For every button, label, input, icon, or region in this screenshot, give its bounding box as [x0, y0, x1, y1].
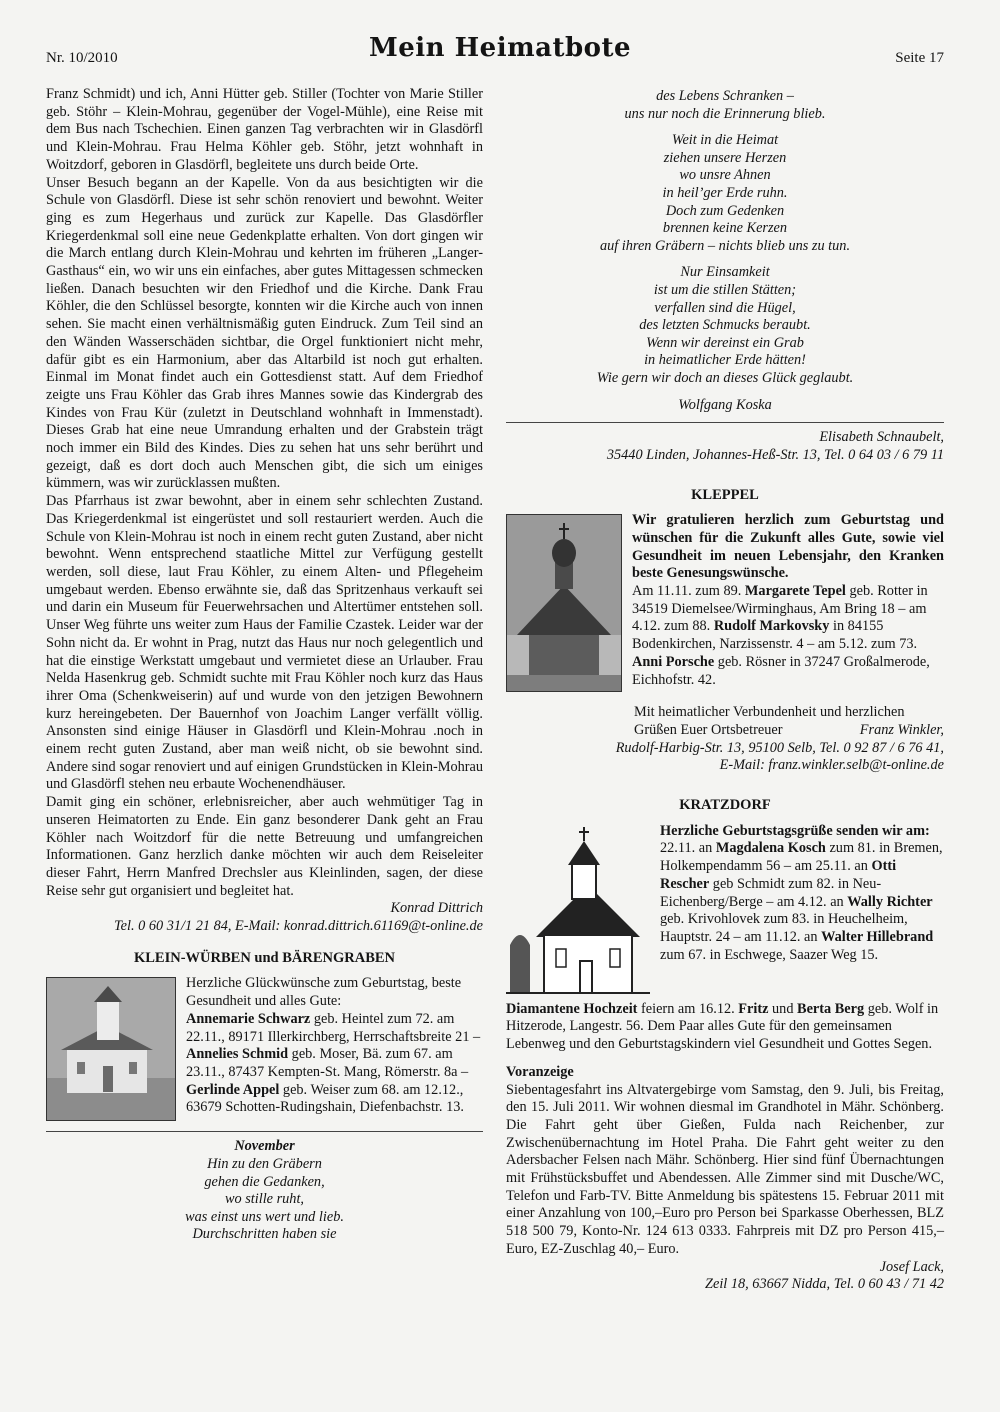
birthday-details: zum 67. in Eschwege, Saazer Weg 15. — [660, 946, 879, 963]
divider — [506, 422, 944, 423]
poem-line: uns nur noch die Erinnerung blieb. — [624, 105, 826, 122]
poem-line: verfallen sind die Hügel, — [654, 299, 796, 316]
anniversary-name: Berta Berg — [797, 1000, 865, 1017]
page-number: Seite 17 — [895, 50, 944, 66]
kleppel-email: E-Mail: franz.winkler.selb@t-online.de — [719, 757, 944, 774]
author-signature: Konrad Dittrich — [390, 900, 483, 917]
church-drawing-icon — [506, 825, 650, 997]
poem-line: Durchschritten haben sie — [192, 1226, 337, 1243]
poem-line: Hin zu den Gräbern — [207, 1156, 322, 1173]
birthday-details: geb. Weiser zum 68. am 12.12., 63679 Schotten-Rudingshain, Diefenbachstr. 13. — [186, 1081, 464, 1116]
anniversary-name: Fritz — [738, 1000, 769, 1017]
kleppel-address: Rudolf-Harbig-Str. 13, 95100 Selb, Tel. 0 92 87 / 6 76 41, — [615, 739, 944, 756]
church-drawing — [506, 825, 650, 997]
contributor-name: Elisabeth Schnaubelt, — [819, 429, 944, 446]
poem-line: wo unsre Ahnen — [679, 167, 771, 184]
kleppel-headline: Wir gratulieren herzlich zum Geburtstag und wünschen für die Zukunft alles Gute, sowie viel Gesundheit im neuen Lebensjahr, den Kranken beste Genesungswünsche. — [632, 512, 944, 582]
announcement-address: Zeil 18, 63667 Nidda, Tel. 0 60 43 / 71 42 — [705, 1276, 944, 1293]
divider — [46, 1131, 483, 1132]
birthday-name: Anni Porsche — [632, 653, 715, 670]
author-contact: Tel. 0 60 31/1 21 84, E-Mail: konrad.dittrich.61169@t-online.de — [114, 918, 483, 935]
birthday-name: Annelies Schmid — [186, 1046, 289, 1063]
contributor-address: 35440 Linden, Johannes-Heß-Str. 13, Tel. 0 64 03 / 6 79 11 — [606, 446, 944, 463]
birthday-details: geb. Heintel zum 72. am 22.11., 89171 Illerkirchberg, Herrschaftsbreite 21 – — [186, 1010, 481, 1045]
entry-prefix: 22.11. an — [660, 840, 716, 857]
birthday-name: Walter Hillebrand — [821, 928, 934, 945]
article-paragraph: Damit ging ein schöner, erlebnisreicher, aber auch wehmütiger Tag in unseren Heimatorten zu Ende. Ein ganz besonderer Dank geht an Frau Köhler nach Woitzdorf für die nette Betreuung und umfangreichen Informationen. Ganz herzlich danke möchten wir auch dem Reiseleiter dieser Fahrt, Herrn Manfred Drechsler aus Kleinlinden, sagen, der diese Reise sehr gut organisiert und begleitet hat. — [46, 794, 483, 899]
section-title-kratzdorf: KRATZDORF — [679, 797, 771, 814]
poem-line: brennen keine Kerzen — [662, 220, 788, 237]
poem-author: Wolfgang Koska — [678, 396, 772, 413]
closing-name: Franz Winkler, — [859, 721, 944, 738]
birthday-details: geb. Moser, Bä. zum 67. am 23.11., 87437 Kempten-St. Mang, Römerstr. 8a – — [186, 1046, 469, 1080]
poem-line: was einst uns wert und lieb. — [185, 1208, 344, 1225]
article-paragraph: Unser Besuch begann an der Kapelle. Von da aus besichtigten wir die Schule von Glasdörfl. Diese ist sehr schön renoviert und bewohnt. Weiter ging es zum Hegerhaus und zurück zur Kapelle. Das Glasdörfler Kriegerdenkmal soll eine neue Gedenkplatte erhalten. Von dort gingen wir die March entlang durch Klein-Mohrau und kehrten im früheren „Langer-Gasthaus“ ein, wo wir uns ein einfaches, aber gutes Mittagessen schmecken ließen. Danach besuchten wir den Friedhof und die Kirche. Dank Frau Köhler, die den Schlüssel besorgte, konnten wir die Kirche auch von innen sehen. Sie macht einen verhältnismäßig guten Eindruck. Zum Teil sind an den Wänden Wasserschäden sichtbar, die Orgel funktioniert nicht mehr, dafür gibt es ein Harmonium, aber das Altarbild ist noch gut erhalten. Einmal im Monat findet auch ein Gottesdienst statt. Auf dem Friedhof zeigte uns Frau Köhler das Grab ihres Mannes sowie das Kindergrab des Kindes von Frau Kür (zuletzt in Deutschland wohnhaft in Immenstadt). Dieses Grab hat eine neue Umrandung erhalten und der Grabstein trägt noch immer ein Bild des Kindes. Dies zu sehen hat uns sehr berührt und gezeigt, daß es dort doch auch Menschen gibt, die sich um einiges kümmern, was wir zurücklassen mußten. — [46, 174, 483, 492]
poem-line: wo stille ruht, — [224, 1191, 305, 1208]
poem-line: auf ihren Gräbern – nichts blieb uns zu tun. — [599, 237, 851, 254]
birthday-details: geb. Rösner in 37247 Großalmerode, Eichhofstr. 42. — [632, 653, 930, 688]
closing-text: Mit heimatlicher Verbundenheit und herzlichen Grüßen Euer Ortsbetreuer — [634, 704, 905, 738]
poem-continuation — [506, 88, 944, 414]
announcement-text: Siebentagesfahrt ins Altvatergebirge vom Samstag, den 9. Juli, bis Freitag, den 15. Juli 2011. Wir wohnen diesmal im Grandhotel in Mähr. Schönberg. Die Fahrt geht über Gießen, Fulda nach Reichenber, zur Zwischenübernachtung im Hotel Praha. Die Fahrt geht weiter zu den Adersbacher Felsen nach Mähr. Schönberg. Hier sind fünf Übernachtungen mit Frühstücksbuffet und Abendessen. Alle Zimmer sind mit Dusche/WC, Telefon und Farb-TV. Bitte Anmeldung bis spätestens 15. Februar 2011 mit einer Anzahlung von 100,–Euro pro Person bei Sparkasse Oberhessen, BLZ 518 500 79, Konto-Nr. 124 613 0333. Fahrpreis mit DZ pro Person 415,– Euro, EZ-Zuschlag 40,– Euro. — [506, 1081, 944, 1257]
article-paragraph: Franz Schmidt) und ich, Anni Hütter geb. Stiller (Tochter von Marie Stiller geb. Stöhr – Klein-Mohrau, gegenüber der Vogel-Mühle), eine Reise mit dem Bus nach Tschechien. Einen ganzen Tag verbrachten wir in Glasdörfl und Klein-Mohrau. Frau Helma Köhler geb. Stöhr, jetzt wohnhaft in Woitzdorf, geboren in Glasdörfl, begleitete uns durch beide Orte. — [46, 86, 483, 173]
poem-line: in heil’ger Erde ruhn. — [662, 184, 788, 201]
anniversary-and: und — [768, 1000, 798, 1017]
article-paragraph: Das Pfarrhaus ist zwar bewohnt, aber in einem sehr schlechten Zustand. Das Kriegerdenkmal ist eingerüstet und soll restauriert werden. Auch die Schule von Klein-Mohrau ist noch in einem recht guten Zustand, aber nicht bewohnt. Wenn entsprechend staatliche Mittel zur Verfügung gestellt werden, soll diese, laut Frau Köhler, zu einem Alten- und Pflegeheim umgebaut werden. Ebenso erwähnte sie, daß das Spritzenhaus verkauft sei und darin ein Museum für Feuerwehrsachen und Altertümer entstehen soll. Unser Weg führte uns weiter zum Haus der Familie Czastek. Leider war der Sohn nicht da. Er wohnt in Prag, nutzt das Haus nur noch gelegentlich und hat die einstige Werkstatt umgebaut und vermietet diese an Urlauber. Frau Nelda Hasenkrug geb. Schmidt suchte mit Frau Köhler noch kurz das Haus ihrer Oma (Schenkweiserin) auf und wurde von den jetzigen Bewohnern kurz hereingebeten. Der Bauernhof von Joachim Langer verfällt völlig. Ansonsten sind einige Häuser in Glasdörfl und Klein-Mohrau .noch in einem recht guten Zustand, aber man weiß nicht, ob sie bewohnt sind. Andere sind sogar renoviert und auf einigen Grundstücken in Klein-Mohrau und Glasdörfl stehen neu erbaute Wochenendhäuser. — [46, 493, 483, 793]
wooden-church-photo-icon — [507, 515, 621, 691]
masthead-title: Mein Heimatbote — [368, 33, 632, 63]
section-title-kleppel: KLEPPEL — [691, 486, 759, 503]
poem-line: gehen die Gedanken, — [204, 1173, 325, 1190]
birthday-name: Magdalena Kosch — [715, 840, 826, 857]
poem-line: Wenn wir dereinst ein Grab — [646, 334, 804, 351]
poem-line: Wie gern wir doch an dieses Glück geglaubt. — [596, 369, 854, 386]
poem-line: Doch zum Gedenken — [665, 202, 785, 219]
birthday-details: geb. Krivohlovek zum 83. in Heuchelheim, Hauptstr. 24 – am 11.12. an — [660, 911, 908, 945]
birthday-name: Otti Rescher — [660, 858, 897, 892]
poem-line: ist um die stillen Stätten; — [653, 281, 797, 298]
entry-prefix: Am 11.11. zum 89. — [632, 583, 745, 600]
birthday-name: Margarete Tepel — [744, 583, 846, 600]
chapel-photo — [46, 977, 176, 1121]
greeting-intro: Herzliche Glückwünsche zum Geburtstag, beste Gesundheit und alles Gute: — [186, 975, 462, 1010]
poem-november — [46, 1138, 483, 1244]
church-photo — [506, 514, 622, 692]
anniversary-date: feiern am 16.12. — [637, 1000, 739, 1017]
kratzdorf-headline: Herzliche Geburtstagsgrüße senden wir am: — [660, 822, 930, 839]
poem-line: Weit in die Heimat — [671, 132, 779, 149]
anniversary-details: geb. Wolf in Hitzerode, Langestr. 56. Dem Paar alles Gute für den gemeinsamen Lebenweg und den Geburtstagskindern viel Gesundheit und Gottes Segen. — [506, 1000, 939, 1053]
chapel-photo-icon — [47, 978, 175, 1120]
birthday-name: Wally Richter — [847, 893, 933, 910]
anniversary-label: Diamantene Hochzeit — [506, 1000, 638, 1017]
birthday-name: Gerlinde Appel — [186, 1081, 280, 1098]
announcement-title: Voranzeige — [506, 1063, 574, 1080]
section-title-klein-wuerben: KLEIN-WÜRBEN und BÄRENGRABEN — [133, 949, 396, 966]
poem-line: des Lebens Schranken – — [656, 88, 794, 104]
left-column — [46, 86, 483, 1244]
anniversary-text — [506, 1001, 944, 1054]
issue-number: Nr. 10/2010 — [46, 50, 118, 66]
kleppel-closing — [506, 704, 944, 739]
poem-line: in heimatlicher Erde hätten! — [644, 352, 806, 369]
birthday-details: geb Schmidt zum 82. in Neu-Eichenberg/Berge – am 4.12. an — [660, 875, 882, 910]
poem-line: des letzten Schmucks beraubt. — [639, 317, 811, 334]
birthday-name: Rudolf Markovsky — [713, 618, 830, 635]
poem-line: ziehen unsere Herzen — [663, 149, 787, 166]
birthday-name: Annemarie Schwarz — [186, 1010, 311, 1027]
birthday-details: geb. Rotter in 34519 Diemelsee/Wirminghaus, Am Bring 18 – am 4.12. zum 88. — [632, 583, 928, 635]
poem-line: Nur Einsamkeit — [680, 264, 770, 281]
birthday-details: zum 81. in Bremen, Holkempendamm 56 – am 25.11. an — [660, 840, 943, 875]
announcement-signature: Josef Lack, — [879, 1258, 944, 1275]
poem-title: November — [234, 1138, 295, 1155]
right-column — [506, 88, 944, 1294]
birthday-details: in 84155 Bodenkirchen, Narzissenstr. 4 – am 5.12. zum 73. — [632, 618, 918, 653]
